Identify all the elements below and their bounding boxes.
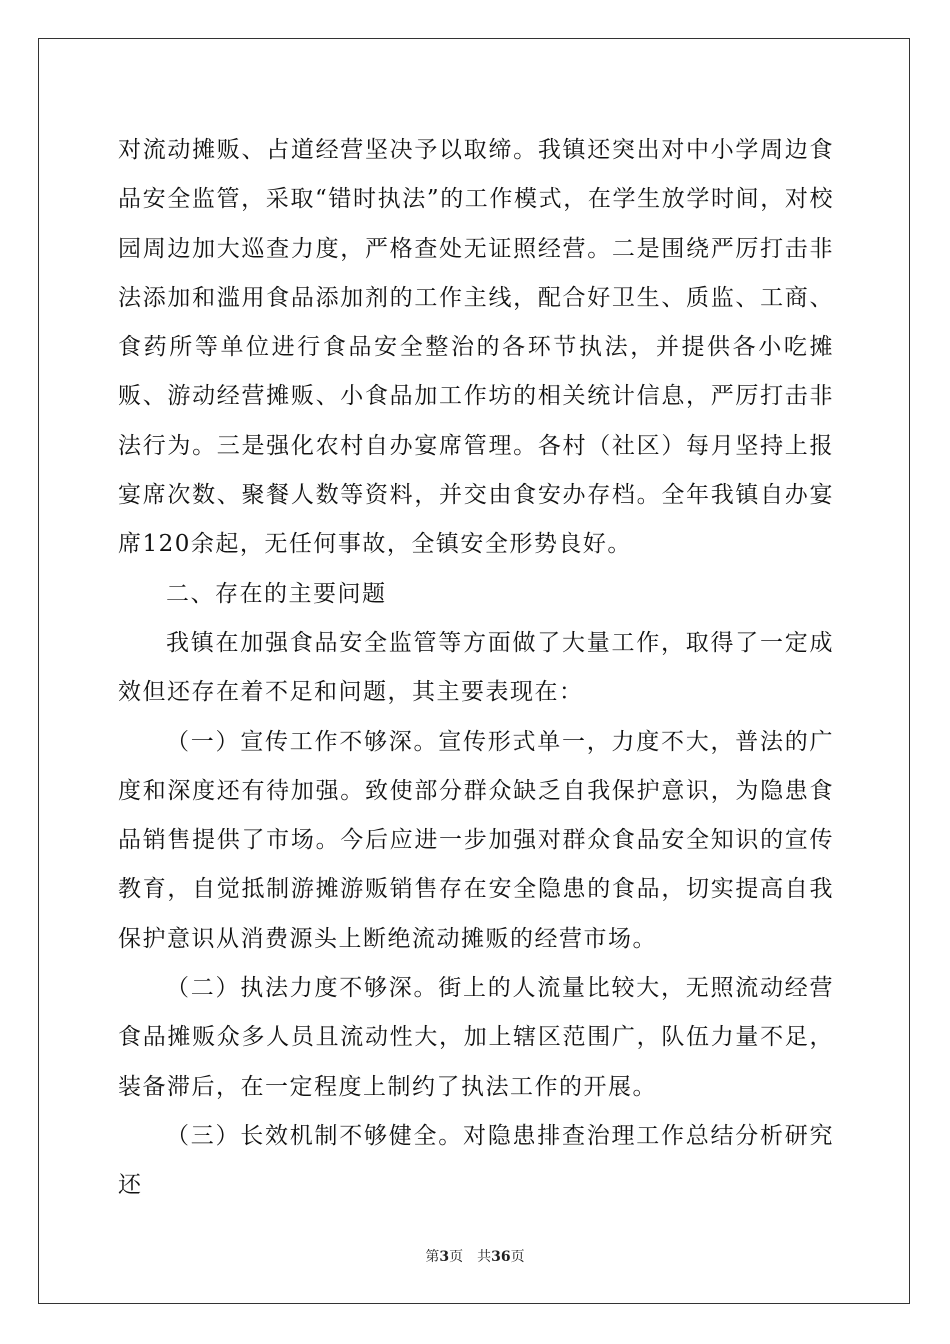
page-suffix: 页 — [449, 1249, 464, 1265]
page-number: 3 — [439, 1249, 450, 1265]
paragraph-continuation: 对流动摊贩、占道经营坚决予以取缔。我镇还突出对中小学周边食品安全监管，采取“错时执法”的工作模式，在学生放学时间，对校园周边加大巡查力度，严格查处无证照经营。二是围绕严厉打击非法添加和滥用食品添加剂的工作主线，配合好卫生、质监、工商、食药所等单位进行食品安全整治的各环节执法，并提供各小吃摊贩、游动经营摊贩、小食品加工作坊的相关统计信息，严厉打击非法行为。三是强化农村自办宴席管理。各村（社区）每月坚持上报宴席次数、聚餐人数等资料，并交由食安办存档。全年我镇自办宴席120余起，无任何事故，全镇安全形势良好。 — [118, 137, 834, 558]
paragraph-item-2: （二）执法力度不够深。街上的人流量比较大，无照流动经营食品摊贩众多人员且流动性大，加上辖区范围广，队伍力量不足，装备滞后，在一定程度上制约了执法工作的开展。 — [118, 975, 834, 1100]
paragraph-intro: 我镇在加强食品安全监管等方面做了大量工作，取得了一定成效但还存在着不足和问题，其主要表现在： — [118, 629, 834, 706]
page-prefix: 第 — [425, 1249, 440, 1265]
total-pages: 36 — [491, 1249, 511, 1265]
section-heading: 二、存在的主要问题 — [166, 580, 387, 607]
total-suffix: 页 — [510, 1249, 525, 1265]
document-body — [118, 126, 834, 1211]
page-footer — [0, 1246, 950, 1266]
paragraph-item-3: （三）长效机制不够健全。对隐患排查治理工作总结分析研究还 — [118, 1122, 834, 1199]
total-prefix: 共 — [477, 1249, 492, 1265]
paragraph-item-1: （一）宣传工作不够深。宣传形式单一，力度不大，普法的广度和深度还有待加强。致使部分群众缺乏自我保护意识，为隐患食品销售提供了市场。今后应进一步加强对群众食品安全知识的宣传教育，自觉抵制游摊游贩销售存在安全隐患的食品，切实提高自我保护意识从消费源头上断绝流动摊贩的经营市场。 — [118, 728, 834, 952]
